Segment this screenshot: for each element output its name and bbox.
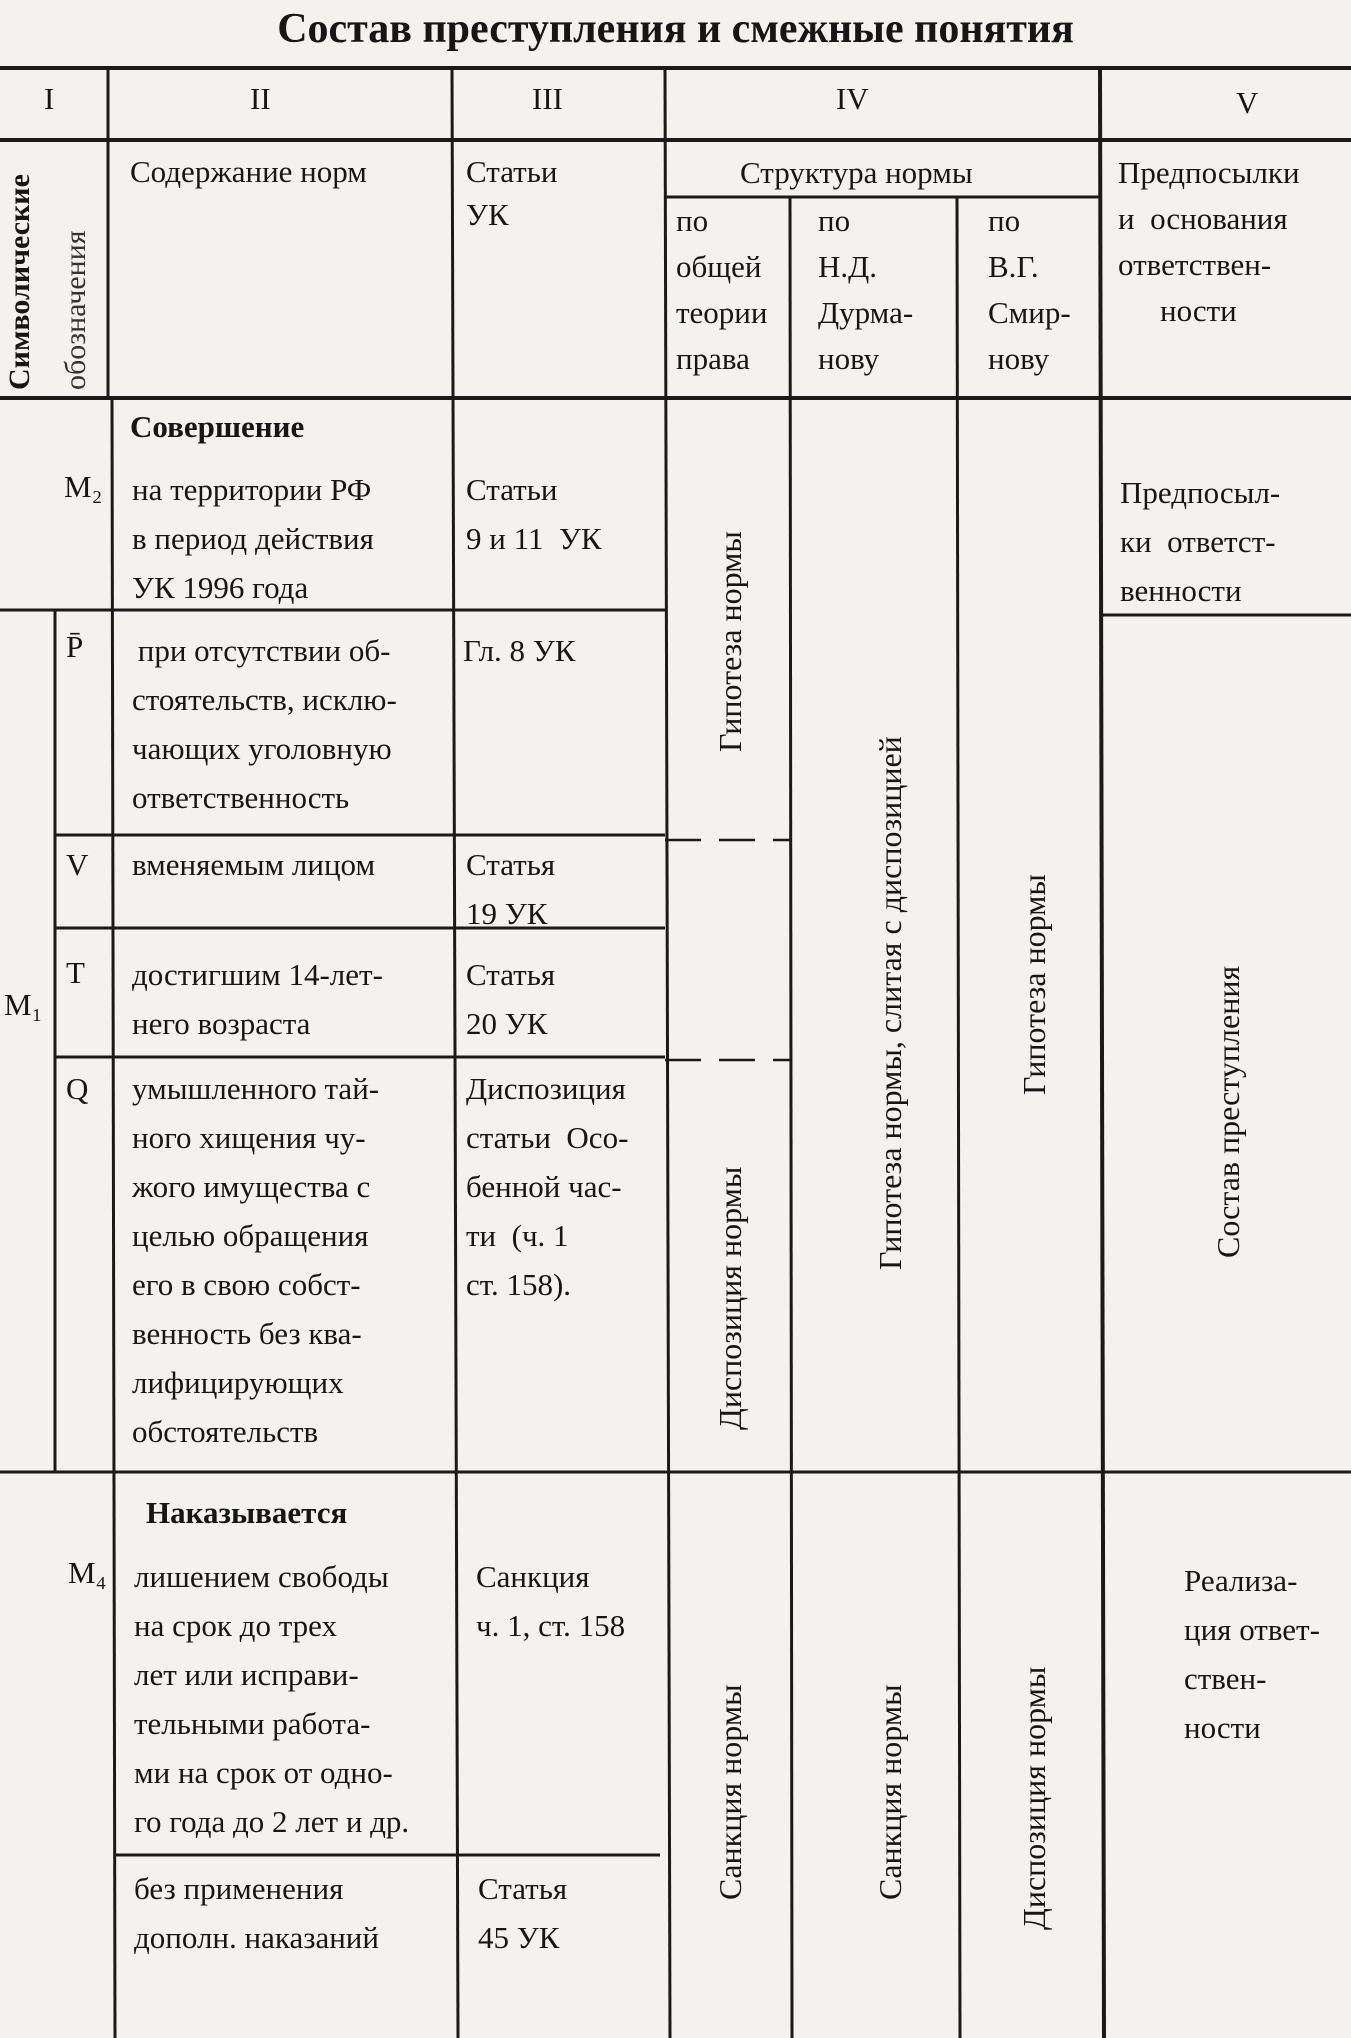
general-disposition-label: Диспозиция нормы bbox=[712, 1166, 748, 1430]
symbol-t: T bbox=[66, 955, 85, 990]
q-article-5: ст. 158). bbox=[466, 1267, 572, 1302]
durmanov-sanction-label: Санкция нормы bbox=[872, 1684, 908, 1900]
m4-premise-3: ствен- bbox=[1184, 1661, 1267, 1696]
column-iii: III bbox=[532, 81, 563, 116]
v-article-2: 19 УК bbox=[466, 896, 548, 931]
column-v: V bbox=[1236, 85, 1259, 120]
general-sanction-label: Санкция нормы bbox=[712, 1684, 748, 1900]
symbol-m1: М₁ bbox=[4, 987, 43, 1022]
q-article-3: бенной час- bbox=[466, 1169, 622, 1204]
header-symbolic-1: Символические bbox=[3, 174, 36, 390]
q-content-1: умышленного тай- bbox=[132, 1071, 380, 1106]
header-durmanov-1: по bbox=[818, 203, 851, 238]
m4-content-6: го года до 2 лет и др. bbox=[134, 1804, 410, 1839]
m4-content-1: лишением свободы bbox=[134, 1559, 389, 1594]
q-content-2: ного хищения чу- bbox=[132, 1120, 366, 1155]
m2-premise-2: ки ответст- bbox=[1120, 524, 1276, 559]
m4-article-2: ч. 1, ст. 158 bbox=[476, 1608, 626, 1643]
t-content-1: достигшим 14-лет- bbox=[132, 957, 383, 992]
header-general-4: права bbox=[676, 341, 750, 376]
page-title: Состав преступления и смежные понятия bbox=[277, 6, 1074, 52]
smirnov-hypothesis-label: Гипотеза нормы bbox=[1016, 874, 1052, 1095]
header-premises-4: ности bbox=[1160, 293, 1237, 328]
p-content-1: при отсутствии об- bbox=[130, 633, 391, 668]
header-premises-3: ответствен- bbox=[1118, 247, 1272, 282]
q-content-3: жого имущества с bbox=[132, 1169, 371, 1204]
column-iv: IV bbox=[836, 81, 869, 116]
column-i: I bbox=[44, 81, 55, 116]
extra-article-2: 45 УК bbox=[478, 1920, 560, 1955]
header-smirnov-1: по bbox=[988, 203, 1021, 238]
p-article-1: Гл. 8 УК bbox=[463, 633, 576, 668]
m4-premise-1: Реализа- bbox=[1184, 1563, 1298, 1598]
t-content-2: него возраста bbox=[132, 1006, 311, 1041]
header-smirnov-3: Смир- bbox=[988, 295, 1071, 330]
symbol-m4: М₄ bbox=[68, 1555, 107, 1590]
m4-content-5: ми на срок от одно- bbox=[134, 1755, 393, 1790]
m2-heading: Совершение bbox=[130, 409, 305, 444]
crime-composition-label: Состав преступления bbox=[1210, 965, 1246, 1258]
q-article-1: Диспозиция bbox=[466, 1071, 626, 1106]
m2-article-1: Статьи bbox=[466, 472, 558, 507]
m2-article-2: 9 и 11 УК bbox=[466, 521, 602, 556]
m4-premise-4: ности bbox=[1184, 1710, 1261, 1745]
header-durmanov-4: нову bbox=[818, 341, 880, 376]
header-general-1: по bbox=[676, 203, 709, 238]
p-content-2: стоятельств, исклю- bbox=[132, 682, 397, 717]
q-content-5: его в свою собст- bbox=[132, 1267, 361, 1302]
q-article-2: статьи Осо- bbox=[466, 1120, 629, 1155]
header-durmanov-3: Дурма- bbox=[818, 295, 914, 330]
header-articles-1: Статьи bbox=[466, 154, 558, 189]
extra-content-1: без применения bbox=[134, 1871, 344, 1906]
column-ii: II bbox=[250, 81, 271, 116]
v-article-1: Статья bbox=[466, 847, 556, 882]
p-content-4: ответственность bbox=[132, 780, 350, 815]
m4-content-4: тельными работа- bbox=[134, 1706, 371, 1741]
symbol-q: Q bbox=[66, 1071, 89, 1106]
header-premises-2: и основания bbox=[1118, 201, 1288, 236]
v-content-1: вменяемым лицом bbox=[132, 847, 376, 882]
smirnov-disposition-label: Диспозиция нормы bbox=[1016, 1666, 1052, 1930]
m4-heading: Наказывается bbox=[146, 1495, 348, 1530]
header-smirnov-2: В.Г. bbox=[988, 249, 1039, 284]
p-content-3: чающих уголовную bbox=[132, 731, 392, 766]
q-content-7: лифицирующих bbox=[132, 1365, 344, 1400]
t-article-1: Статья bbox=[466, 957, 556, 992]
q-content-6: венность без ква- bbox=[132, 1316, 362, 1351]
header-articles-2: УК bbox=[466, 197, 509, 232]
header-symbolic-2: обозначения bbox=[59, 230, 92, 390]
header-structure: Структура нормы bbox=[740, 155, 973, 190]
extra-article-1: Статья bbox=[478, 1871, 568, 1906]
m4-article-1: Санкция bbox=[476, 1559, 590, 1594]
durmanov-hypothesis-label: Гипотеза нормы, слитая с диспозицией bbox=[872, 736, 908, 1270]
header-premises-1: Предпосылки bbox=[1118, 155, 1300, 190]
m4-premise-2: ция ответ- bbox=[1184, 1612, 1320, 1647]
header-smirnov-4: нову bbox=[988, 341, 1050, 376]
header-durmanov-2: Н.Д. bbox=[818, 249, 878, 284]
q-content-4: целью обращения bbox=[132, 1218, 369, 1253]
header-general-2: общей bbox=[676, 249, 762, 284]
extra-content-2: дополн. наказаний bbox=[134, 1920, 379, 1955]
m2-premise-1: Предпосыл- bbox=[1120, 475, 1281, 510]
q-article-4: ти (ч. 1 bbox=[466, 1218, 569, 1253]
q-content-8: обстоятельств bbox=[132, 1414, 319, 1449]
header-content: Содержание норм bbox=[130, 154, 367, 189]
symbol-v: V bbox=[66, 847, 89, 882]
symbol-p: P̄ bbox=[66, 629, 84, 664]
header-general-3: теории bbox=[676, 295, 768, 330]
general-hypothesis-label: Гипотеза нормы bbox=[712, 531, 748, 752]
m4-content-2: на срок до трех bbox=[134, 1608, 337, 1643]
m2-content-3: УК 1996 года bbox=[132, 570, 309, 605]
m4-content-3: лет или исправи- bbox=[134, 1657, 359, 1692]
t-article-2: 20 УК bbox=[466, 1006, 548, 1041]
symbol-m2: М₂ bbox=[64, 469, 103, 504]
m2-content-2: в период действия bbox=[132, 521, 374, 556]
m2-premise-3: венности bbox=[1120, 573, 1242, 608]
m2-content-1: на территории РФ bbox=[132, 472, 372, 507]
